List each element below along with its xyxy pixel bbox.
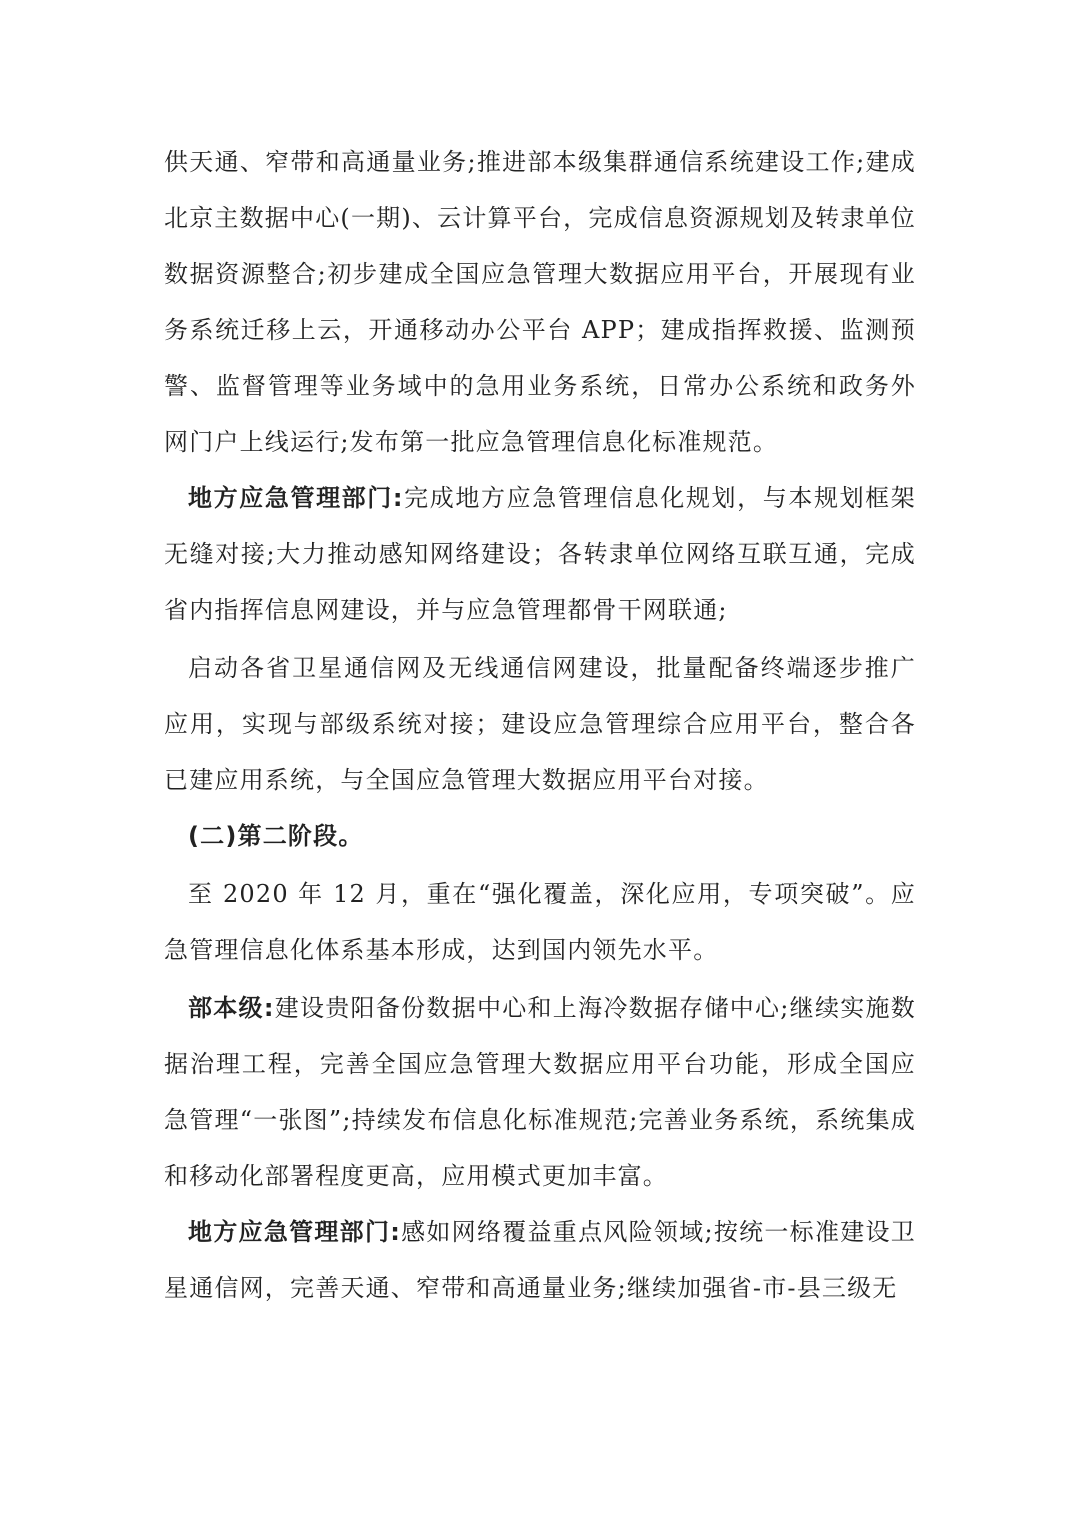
paragraph-text: 供天通、窄带和高通量业务;推进部本级集群通信系统建设工作;建成北京主数据中心(一期)、云计算平台，完成信息资源规划及转隶单位数据资源整合;初步建成全国应急管理大数据应用平台，开展现有业务系统迁移上云，开通移动办公平台 APP；建成指挥救援、监测预警、监督管理等业务域中的急用业务系统，日常办公系统和政务外网门户上线运行;发布第一批应急管理信息化标准规范。 (164, 148, 916, 456)
paragraph-heading: 部本级: (188, 994, 275, 1022)
section-heading-phase-two (164, 808, 916, 864)
paragraph-text: 至 2020 年 12 月，重在“强化覆盖，深化应用，专项突破”。应急管理信息化体系基本形成，达到国内领先水平。 (164, 880, 916, 964)
paragraph-ministry-level-phase-two (164, 980, 916, 1204)
paragraph-text: 完成地方应急管理信息化规划，与本规划框架无缝对接;大力推动感知网络建设；各转隶单位网络互联互通，完成省内指挥信息网建设，并与应急管理都骨干网联通; (164, 484, 916, 624)
paragraph-text: 感如网络覆益重点风险领域;按统一标准建设卫星通信网，完善天通、窄带和高通量业务;继续加强省-市-县三级无 (164, 1218, 916, 1302)
paragraph-phase-two-goal (164, 866, 916, 978)
paragraph-text: 启动各省卫星通信网及无线通信网建设，批量配备终端逐步推广应用，实现与部级系统对接；建设应急管理综合应用平台，整合各已建应用系统，与全国应急管理大数据应用平台对接。 (164, 654, 916, 794)
paragraph-satellite-network (164, 640, 916, 808)
paragraph-phase-one-ministry-continued (164, 134, 916, 470)
section-heading: (二)第二阶段。 (188, 822, 364, 850)
paragraph-heading: 地方应急管理部门: (188, 484, 404, 512)
paragraph-local-departments-phase-one (164, 470, 916, 638)
paragraph-local-departments-phase-two (164, 1204, 916, 1316)
paragraph-text: 建设贵阳备份数据中心和上海冷数据存储中心;继续实施数据治理工程，完善全国应急管理大数据应用平台功能，形成全国应急管理“一张图”;持续发布信息化标准规范;完善业务系统，系统集成和移动化部署程度更高，应用模式更加丰富。 (164, 994, 916, 1190)
paragraph-heading: 地方应急管理部门: (188, 1218, 402, 1246)
